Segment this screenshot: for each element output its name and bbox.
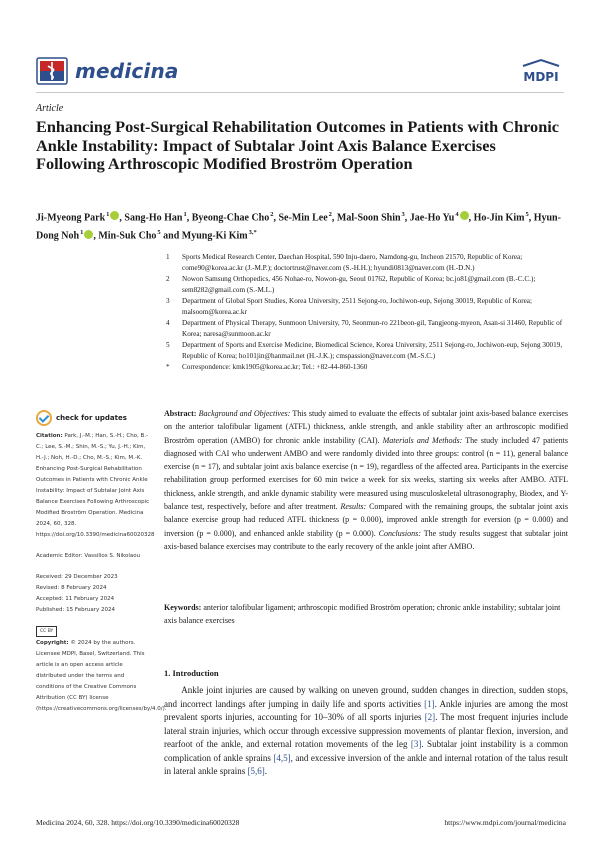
article-title: Enhancing Post-Surgical Rehabilitation Outcomes in Patients with Chronic Ankle Instability: Impact of Subtalar Joint Axis Balance Exercises Following Arthroscopic Modified Broström Operation bbox=[36, 117, 559, 173]
affiliation-number: 2 bbox=[166, 275, 170, 283]
affiliation-number: * bbox=[166, 363, 170, 371]
received-date: Received: 29 December 2023 bbox=[36, 574, 118, 580]
abstract-results-label: Results: bbox=[340, 502, 367, 512]
abstract-methods-label: Materials and Methods: bbox=[382, 435, 463, 445]
orcid-icon[interactable] bbox=[84, 230, 93, 239]
affiliation-item bbox=[164, 252, 568, 274]
header-divider bbox=[36, 92, 564, 93]
author-separator: , bbox=[186, 212, 192, 224]
affiliation-text: Correspondence: kmk1905@korea.ac.kr; Tel.: +82-44-860-1360 bbox=[182, 363, 368, 371]
affiliation-text: Department of Physical Therapy, Sunmoon University, 70, Seonmun-ro 221beon-gil, Tangjeong-myeon, Asan-si 31460, Republic of Korea; naresa@sunmoon.ac.kr bbox=[182, 319, 563, 338]
affiliation-item bbox=[164, 274, 568, 296]
copyright bbox=[36, 626, 167, 715]
section-heading-introduction: 1. Introduction bbox=[164, 668, 219, 678]
affiliations bbox=[164, 252, 568, 373]
affiliation-number: 4 bbox=[166, 319, 170, 327]
revised-date: Revised: 8 February 2024 bbox=[36, 585, 107, 591]
reference-link[interactable]: [5,6] bbox=[247, 766, 265, 776]
author-separator: , bbox=[528, 212, 534, 224]
medicina-logo-icon bbox=[36, 57, 68, 85]
author-name[interactable]: Ho-Jin Kim bbox=[473, 212, 525, 224]
author-affiliation-marker: 1 bbox=[106, 211, 110, 218]
affiliation-text: Nowon Samsung Orthopedics, 456 Nohae-ro, Nowon-gu, Seoul 01762, Republic of Korea; bc.jo81@gmail.com (B.-C.C.); sem8282@gmail.com (S.-M.L.) bbox=[182, 275, 536, 294]
author-name[interactable]: Jae-Ho Yu bbox=[409, 212, 455, 224]
author-separator: , bbox=[119, 212, 125, 224]
abstract-bg-text: This study aimed to evaluate the effects of subtalar joint axis-based balance exercises on the anterior talofibular ligament (ATFL) thickness, ankle strength, and ankle stability after an arthroscopic modified Broström operation (AMBO) for chronic ankle instability (CAI). bbox=[164, 409, 569, 445]
author-name[interactable]: Hyun-Dong Noh bbox=[36, 212, 561, 242]
published-date: Published: 15 February 2024 bbox=[36, 607, 115, 613]
intro-text: . bbox=[264, 766, 267, 776]
footer-journal-url[interactable]: https://www.mdpi.com/journal/medicina bbox=[444, 818, 566, 827]
author-affiliation-marker: 5 bbox=[157, 229, 161, 237]
academic-editor: Academic Editor: Vassilios S. Nikolaou bbox=[36, 553, 141, 559]
reference-link[interactable]: [3] bbox=[410, 739, 422, 749]
introduction-paragraph bbox=[164, 684, 568, 779]
author-name[interactable]: Byeong-Chae Cho bbox=[191, 212, 270, 224]
author-affiliation-marker: 3,* bbox=[248, 229, 257, 237]
author-name[interactable]: Myung-Ki Kim bbox=[181, 230, 248, 242]
author-affiliation-marker: 3 bbox=[401, 211, 405, 218]
author-separator: , bbox=[273, 212, 279, 224]
orcid-icon[interactable] bbox=[460, 211, 469, 220]
affiliation-number: 3 bbox=[166, 297, 170, 305]
author-separator: , bbox=[331, 212, 337, 224]
mdpi-logo bbox=[517, 58, 565, 86]
affiliation-text: Sports Medical Research Center, Daechan Hospital, 590 Inju-daero, Namdong-gu, Incheon 21570, Republic of Korea; come90@korea.ac.kr (J.-M.P.); doctortrust@naver.com (S.-H.H.); hyundi0813@naver.com (H.-D.N.) bbox=[182, 253, 523, 272]
citation-text: Park, J.-M.; Han, S.-H.; Cho, B.-C.; Lee, S.-M.; Shin, M.-S.; Yu, J.-H.; Kim, H.-J.; Noh, H.-D.; Cho, M.-S.; Kim, M.-K. Enhancing Post-Surgical Rehabilitation Outcomes in Patients with Chronic Ankle Instability: Impact of Subtalar Joint Axis Balance Exercises Following Arthroscopic Modified Broström Operation. Medicina 2024, 60, 328. https://doi.org/10.3390/medicina60020328 bbox=[36, 433, 155, 538]
abstract bbox=[164, 407, 568, 553]
copyright-label: Copyright: bbox=[36, 640, 69, 646]
abstract-results-text: Compared with the remaining groups, the subtalar joint axis balance exercise group had reduced ATFL thickness (p = 0.000), improved ankle strength for eversion (p = 0.000) and inversion (p = 0.000), and enhanced ankle stability (p = 0.000). bbox=[164, 502, 569, 538]
intro-text: , and excessive inversion of the ankle and internal rotation of the talus result in lateral ankle sprains bbox=[164, 752, 568, 776]
publisher-name: MDPI bbox=[523, 70, 559, 84]
author-affiliation-marker: 2 bbox=[270, 211, 274, 218]
author-list bbox=[36, 207, 576, 244]
history-dates bbox=[36, 572, 152, 616]
abstract-label: Abstract: bbox=[164, 409, 197, 418]
author-separator: , bbox=[404, 212, 410, 224]
author-name[interactable]: Se-Min Lee bbox=[278, 212, 328, 224]
intro-text: . Subtalar joint instability is a common complication of ankle sprains bbox=[164, 739, 568, 763]
author-affiliation-marker: 1 bbox=[80, 229, 84, 237]
affiliation-number: 1 bbox=[166, 253, 170, 261]
cc-by-icon: CC BY bbox=[36, 626, 57, 637]
affiliation-number: 5 bbox=[166, 341, 170, 349]
author-separator: , bbox=[93, 230, 99, 242]
author-name[interactable]: Sang-Ho Han bbox=[124, 212, 183, 224]
affiliation-text: Department of Sports and Exercise Medicine, Biomedical Science, Korea University, 2511 Sejong-ro, Jochiwon-eup, Sejong 30019, Republic of Korea; ho101jin@hanmail.net (H.-J.K.); cmspassion@naver.com (M.-S.C.) bbox=[182, 341, 563, 360]
intro-text: Ankle joint injuries are caused by walking on uneven ground, sudden changes in direction, sudden stops, and incorrect landings after jumping in daily life and sports activities bbox=[164, 685, 569, 709]
footer-citation: Medicina 2024, 60, 328. https://doi.org/10.3390/medicina60020328 bbox=[36, 818, 240, 827]
citation-label: Citation: bbox=[36, 433, 63, 439]
author-separator: and bbox=[160, 230, 182, 242]
keywords-label: Keywords: bbox=[164, 603, 202, 612]
author-affiliation-marker: 2 bbox=[328, 211, 332, 218]
keywords bbox=[164, 601, 568, 627]
author-affiliation-marker: 1 bbox=[183, 211, 187, 218]
author-name[interactable]: Ji-Myeong Park bbox=[36, 212, 106, 224]
author-affiliation-marker: 4 bbox=[455, 211, 459, 218]
reference-link[interactable]: [4,5] bbox=[273, 752, 291, 763]
check-updates-icon bbox=[36, 410, 52, 426]
reference-link[interactable]: [1] bbox=[424, 698, 435, 709]
affiliation-item bbox=[164, 296, 568, 318]
keywords-text: anterior talofibular ligament; arthroscopic modified Broström operation; chronic ankle instability; subtalar joint axis balance exercises bbox=[164, 603, 561, 625]
journal-name: medicina bbox=[75, 59, 179, 83]
check-updates-label: check for updates bbox=[56, 413, 127, 422]
abstract-conclusions-label: Conclusions: bbox=[378, 528, 421, 538]
affiliation-item bbox=[164, 318, 568, 340]
affiliation-item bbox=[164, 362, 568, 373]
accepted-date: Accepted: 11 February 2024 bbox=[36, 596, 115, 602]
abstract-methods-text: The study included 47 patients diagnosed with CAI who underwent AMBO and were randomly divided into three groups: control (n = 11), general balance exercise (n = 17), and subtalar joint axis balance exercise (n = 19), regardless of the affected area. Participants in the exercise rehabilitation group performed exercises for 60 min twice a week for six weeks, starting six weeks after AMBO. ATFL thickness, ankle strength, and ankle dynamic stability were measured using musculoskeletal ultrasonography, Biodex, and Y-balance test, respectively, before and after treatment. bbox=[164, 435, 569, 512]
intro-text: . Ankle injuries are among the most prevalent sports injuries, accounting for 10–30% of all sports injuries bbox=[164, 698, 568, 722]
abstract-conclusions-text: The study results suggest that subtalar joint axis-based balance exercises may contribute to the early recovery of the ankle joint after AMBO. bbox=[164, 528, 568, 551]
author-name[interactable]: Mal-Soon Shin bbox=[336, 212, 401, 224]
copyright-text: © 2024 by the authors. Licensee MDPI, Basel, Switzerland. This article is an open access article distributed under the terms and conditions of the Creative Commons Attribution (CC BY) license (https://creativecommons.org/licenses/by/4.0/). bbox=[36, 640, 167, 712]
check-for-updates-button[interactable] bbox=[36, 410, 152, 426]
article-sidebar bbox=[36, 410, 167, 725]
affiliation-item bbox=[164, 340, 568, 362]
reference-link[interactable]: [2] bbox=[424, 712, 436, 722]
article-type: Article bbox=[36, 103, 64, 114]
author-separator: , bbox=[468, 212, 474, 224]
affiliation-text: Department of Global Sport Studies, Korea University, 2511 Sejong-ro, Jochiwon-eup, Sejong 30019, Republic of Korea; malsoom@korea.ac.kr bbox=[182, 297, 532, 316]
citation bbox=[36, 431, 155, 541]
intro-text: . The most frequent injuries include lateral strain injuries, which occur through excessive suppression movements of plantar flexion, inversion, and rearfoot of the ankle, and external rotation movements of the leg bbox=[164, 712, 568, 749]
author-affiliation-marker: 5 bbox=[525, 211, 529, 218]
author-name[interactable]: Min-Suk Cho bbox=[98, 230, 157, 242]
abstract-bg-label: Background and Objectives: bbox=[198, 409, 291, 418]
